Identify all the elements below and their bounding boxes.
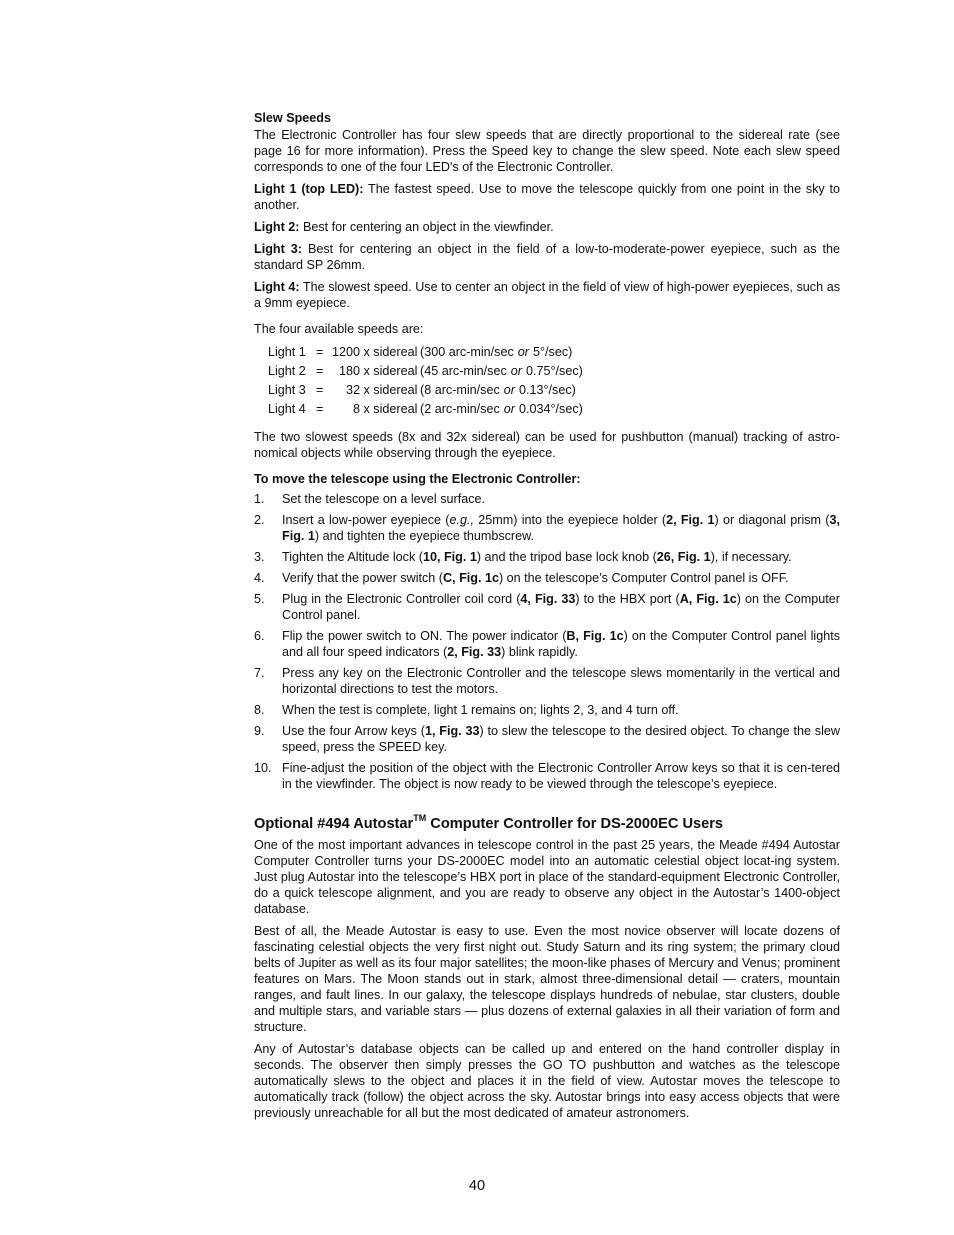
slew-intro: The Electronic Controller has four slew speeds that are directly proportional to the sidereal rate (see page 16 for more information). Press the Speed key to change the slew speed. Note each slew speed corresponds to one of the four LED's of the Electronic Controller. (254, 128, 840, 174)
speed-value: 32 x sidereal (332, 383, 418, 397)
step-text-part: Flip the power switch to ON. The power indicator ( (282, 629, 567, 643)
autostar-paragraph: Best of all, the Meade Autostar is easy to use. Even the most novice observer will locate dozens of fascinating celestial objects the very first night out. Study Saturn and its ring system; the primary cloud belts of Jupiter as well as its four major satellites; the moon-like phases of Mercury and Venus; prominent features on Mars. The Moon stands out in stark, almost three-dimensional detail — craters, mountain ranges, and fault lines. In our galaxy, the telescope displays hundreds of nebulae, star clusters, double and multiple stars, and variable stars — plus dozens of external galaxies in all their variation of form and structure. (254, 923, 840, 1034)
procedure-heading: To move the telescope using the Electronic Controller: (254, 472, 581, 486)
figure-reference: 1, Fig. 33 (424, 724, 480, 738)
speed-value: 1200 x sidereal (332, 345, 418, 359)
speed-arcmin: (45 arc-min/sec (420, 364, 507, 378)
light-label: Light 4: (254, 280, 300, 294)
step-number: 3. (254, 550, 265, 564)
speed-row (268, 343, 840, 362)
speed-or: or (503, 383, 515, 397)
step-text-part: e.g., (449, 513, 475, 527)
autostar-heading-post: Computer Controller for DS-2000EC Users (426, 815, 724, 832)
speed-arcmin: (2 arc-min/sec (420, 402, 500, 416)
step-text-part: Set the telescope on a level surface. (282, 492, 486, 506)
step-text-part: 25mm) into the eyepiece holder ( (474, 513, 667, 527)
procedure-step (254, 723, 840, 755)
autostar-paragraph: One of the most important advances in telescope control in the past 25 years, the Meade #494 Autostar Computer Controller turns your DS-2000EC model into an automatic celestial object locat-ing system. Just plug Autostar into the telescope’s HBX port in place of the standard-equipment Electronic Controller, do a quick telescope alignment, and you are ready to observe any object in the Autostar’s 1400-object database. (254, 837, 840, 916)
speed-arcmin: (8 arc-min/sec (420, 383, 500, 397)
step-text-part: Verify that the power switch ( (282, 571, 443, 585)
speed-arcmin: (300 arc-min/sec (420, 345, 514, 359)
speeds-intro: The four available speeds are: (254, 322, 424, 336)
figure-reference: 26, Fig. 1 (656, 550, 711, 564)
speed-value: 8 x sidereal (332, 402, 418, 416)
light-label: Light 3: (254, 242, 302, 256)
speed-light: Light 1 (268, 345, 306, 359)
step-text (282, 665, 840, 697)
light-descriptions (254, 181, 840, 311)
step-number: 4. (254, 571, 265, 585)
step-text (282, 628, 840, 660)
step-text (282, 549, 840, 565)
speed-equals: = (316, 383, 324, 397)
step-text-part: When the test is complete, light 1 remains on; lights 2, 3, and 4 turn off. (282, 703, 679, 717)
step-text-part: ) and tighten the eyepiece thumbscrew. (314, 529, 535, 543)
autostar-paragraph: Any of Autostar’s database objects can be called up and entered on the hand controller display in seconds. The observer then simply presses the GO TO pushbutton and watches as the telescope automatically slews to the object and places it in the field of view. Autostar moves the telescope to automatically track (follow) the object across the sky. Autostar brings into easy access objects that were previously unreachable for all but the most dedicated of amateur astronomers. (254, 1041, 840, 1120)
figure-reference: 3, Fig. 1 (282, 513, 840, 543)
step-text (282, 760, 840, 792)
procedure-step (254, 591, 840, 623)
step-text-part: ) on the Computer Control panel. (282, 592, 840, 622)
procedure-step (254, 512, 840, 544)
step-text-part: ) on the Computer Control panel lights and all four speed indicators ( (282, 629, 841, 659)
light-text: The slowest speed. Use to center an object in the field of view of high-power eyepieces, such as a 9mm eyepiece. (254, 280, 840, 310)
figure-reference: 4, Fig. 33 (520, 592, 576, 606)
light-text: Best for centering an object in the field of a low-to-moderate-power eyepiece, such as the standard SP 26mm. (254, 242, 840, 272)
speed-row (268, 381, 840, 400)
step-text (282, 512, 840, 544)
light-description (254, 241, 840, 273)
autostar-heading-pre: Optional #494 Autostar (254, 815, 414, 832)
slew-speeds-heading: Slew Speeds (254, 111, 331, 125)
speed-value: 180 x sidereal (332, 364, 418, 378)
step-number: 6. (254, 629, 265, 643)
trademark-mark: TM (413, 813, 427, 823)
speed-degrees: 0.034°/sec) (518, 402, 583, 416)
step-number: 10. (254, 761, 272, 775)
step-number: 7. (254, 666, 265, 680)
step-text-part: Plug in the Electronic Controller coil cord ( (282, 592, 521, 606)
speed-light: Light 2 (268, 364, 306, 378)
autostar-heading (254, 810, 840, 833)
step-number: 8. (254, 703, 265, 717)
autostar-paragraphs (254, 837, 840, 1121)
page-content (254, 110, 840, 1127)
speeds-table (268, 343, 840, 419)
light-description (254, 279, 840, 311)
step-text (282, 723, 840, 755)
speed-light: Light 3 (268, 383, 306, 397)
speed-degrees: 0.13°/sec) (518, 383, 576, 397)
speed-degrees: 5°/sec) (533, 345, 573, 359)
step-text-part: ) to slew the telescope to the desired object. To change the slew speed, press the SPEED key. (282, 724, 840, 754)
step-text-part: ) blink rapidly. (501, 645, 578, 659)
procedure-step (254, 491, 840, 507)
step-text-part: Use the four Arrow keys ( (282, 724, 425, 738)
step-text (282, 702, 840, 718)
light-text: The fastest speed. Use to move the telescope quickly from one point in the sky to another. (254, 182, 841, 212)
light-text: Best for centering an object in the viewfinder. (299, 220, 554, 234)
speed-or: or (510, 364, 522, 378)
figure-reference: 10, Fig. 1 (422, 550, 477, 564)
light-description (254, 181, 840, 213)
figure-reference: 2, Fig. 33 (447, 645, 502, 659)
step-number: 5. (254, 592, 265, 606)
step-number: 9. (254, 724, 265, 738)
step-text-part: ), if necessary. (710, 550, 792, 564)
step-text (282, 491, 840, 507)
page-number: 40 (468, 1178, 486, 1194)
speed-degrees: 0.75°/sec) (525, 364, 583, 378)
figure-reference: B, Fig. 1c (566, 629, 624, 643)
step-text-part: ) or diagonal prism ( (714, 513, 830, 527)
step-number: 1. (254, 492, 265, 506)
step-text-part: ) and the tripod base lock knob ( (476, 550, 657, 564)
step-text-part: Fine-adjust the position of the object with the Electronic Controller Arrow keys so that it is cen-tered in the viewfinder. The object is now ready to be viewed through the telescope’s eyepiece. (282, 761, 840, 791)
procedure-step (254, 760, 840, 792)
step-text-part: Insert a low-power eyepiece ( (282, 513, 450, 527)
procedure-step (254, 702, 840, 718)
procedure-step (254, 628, 840, 660)
figure-reference: C, Fig. 1c (443, 571, 499, 585)
procedure-steps (254, 491, 840, 792)
step-text-part: Tighten the Altitude lock ( (282, 550, 423, 564)
speed-or: or (503, 402, 515, 416)
light-description (254, 219, 840, 235)
figure-reference: A, Fig. 1c (679, 592, 737, 606)
light-label: Light 1 (top LED): (254, 182, 364, 196)
light-label: Light 2: (254, 220, 300, 234)
step-text-part: ) to the HBX port ( (575, 592, 680, 606)
step-text (282, 591, 840, 623)
speed-equals: = (316, 402, 324, 416)
step-text-part: ) on the telescope’s Computer Control panel is OFF. (498, 571, 789, 585)
figure-reference: 2, Fig. 1 (666, 513, 715, 527)
step-number: 2. (254, 513, 265, 527)
slowest-speeds-note: The two slowest speeds (8x and 32x sidereal) can be used for pushbutton (manual) tracking of astro-nomical objects while observing through the eyepiece. (254, 430, 840, 460)
speed-row (268, 400, 840, 419)
speed-or: or (517, 345, 529, 359)
step-text-part: Press any key on the Electronic Controller and the telescope slews momentarily in the vertical and horizontal directions to test the motors. (282, 666, 840, 696)
procedure-step (254, 570, 840, 586)
procedure-step (254, 665, 840, 697)
step-text (282, 570, 840, 586)
speed-equals: = (316, 364, 324, 378)
speed-row (268, 362, 840, 381)
speed-light: Light 4 (268, 402, 306, 416)
procedure-step (254, 549, 840, 565)
speed-equals: = (316, 345, 324, 359)
